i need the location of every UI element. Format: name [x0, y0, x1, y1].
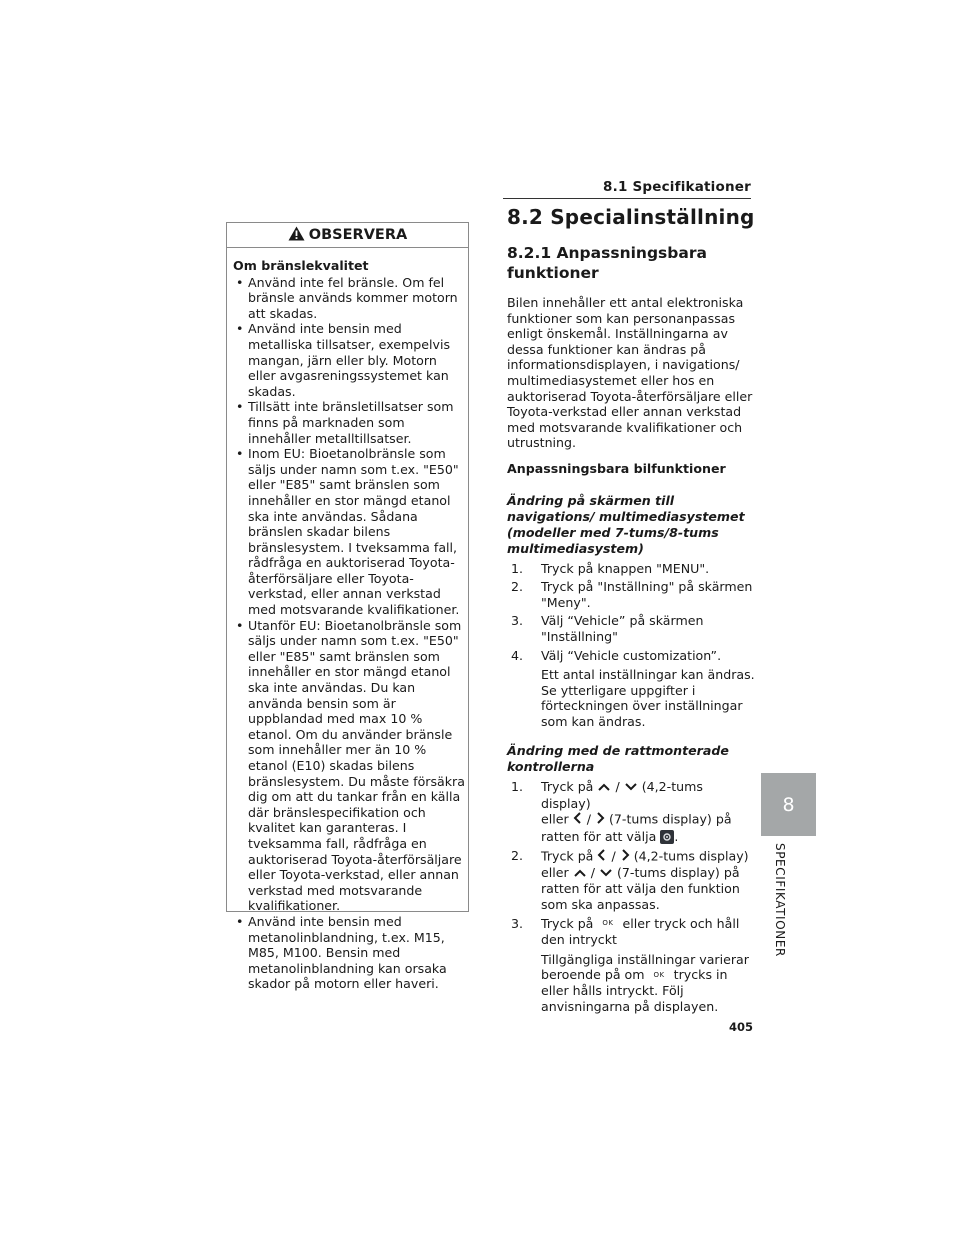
step-number: 4.	[511, 647, 524, 663]
chapter-label: SPECIFIKATIONER	[773, 843, 787, 957]
slash: /	[611, 847, 616, 863]
chevron-left-icon	[597, 848, 607, 866]
page-number: 405	[729, 1020, 754, 1034]
subsection-heading: 8.2.1 Anpassningsbara funktioner	[507, 244, 707, 282]
step-text-part: (4,2-tums display)	[633, 847, 749, 863]
slash: /	[590, 865, 595, 881]
step-item	[507, 648, 755, 730]
step-text-part: eller tryck och håll den intryckt	[541, 915, 740, 947]
step-continuation	[526, 952, 755, 1015]
warning-item: • Använd inte bensin med metalliska tillsatser, exempelvis mangan, järn eller bly. Motorn eller avgasreningssystemet kan skadas.	[233, 321, 468, 399]
step-text-part: Tryck på	[541, 915, 594, 931]
step-text: Välj “Vehicle customization”.	[541, 647, 722, 663]
step-text-part: (7-tums display) på	[608, 811, 732, 827]
step-item	[507, 613, 755, 644]
step-number: 3.	[511, 915, 524, 931]
step-number: 3.	[511, 613, 524, 629]
step-text-part: Tryck på	[541, 847, 594, 863]
step-text-part: ratten för att välja	[541, 828, 657, 844]
slash: /	[615, 779, 620, 795]
chapter-tab[interactable]: 8	[761, 773, 816, 836]
section-heading: 8.2 Specialinställning	[507, 205, 755, 229]
chevron-up-icon	[573, 866, 587, 882]
intro-paragraph: Bilen innehåller ett antal elektroniska funktioner som kan personanpassas enligt önskemål. Inställningarna av dessa funktioner kan ändras på informationsdisplayen, i navigations/ multimediasystemet eller hos en auktoriserad Toyota-återförsäljare eller Toyota-verkstad eller annan verkstad med motsvarande kvalifikationer och utrustning.	[507, 295, 753, 451]
chevron-left-icon	[573, 811, 583, 829]
ok-button-icon: OK	[653, 970, 665, 979]
step-number: 1.	[511, 779, 524, 795]
step-text	[526, 848, 755, 913]
warning-triangle-icon	[288, 226, 305, 245]
main-column	[507, 205, 755, 1029]
warning-list	[233, 275, 468, 992]
step-item	[507, 848, 755, 913]
warning-item: • Utanför EU: Bioetanolbränsle som säljs under namn som t.ex. "E50" eller "E85" samt bränslen som innehåller en stor mängd etanol ska inte användas. Du kan använda bensin som är uppblandad med max 10 % etanol. Om du använder bränsle som innehåller mer än 10 % etanol (E10) skadas bilens bränslesystem. Du måste försäkra dig om att du tankar från en källa där bränslespecifikation och kvalitet kan garanteras. I tveksamma fall, rådfråga en auktoriserad Toyota-återförsäljare eller Toyota-verkstad, eller annan verkstad med motsvarande kvalifikationer.	[233, 618, 468, 914]
steps-multimedia	[507, 561, 755, 730]
step-text-part: Tryck på	[541, 779, 594, 795]
step-text: Välj “Vehicle” på skärmen "Inställning"	[541, 613, 704, 644]
step-number: 1.	[511, 560, 524, 576]
procedure-heading-steering: Ändring med de rattmonterade kontrollerna	[507, 743, 729, 775]
step-item	[507, 561, 755, 577]
step-continuation: Ett antal inställningar kan ändras. Se ytterligare uppgifter i förteckningen över inställningar som kan ändras.	[541, 667, 755, 729]
step-text	[526, 916, 755, 948]
step-item	[507, 916, 755, 1015]
chevron-right-icon	[620, 848, 630, 866]
slash: /	[586, 811, 591, 827]
step-item	[507, 579, 755, 610]
warning-item: • Använd inte fel bränsle. Om fel bränsle används kommer motorn att skadas.	[233, 275, 468, 322]
warning-subheading: Om bränslekvalitet	[233, 258, 369, 273]
step-text-part: eller	[541, 811, 569, 827]
chevron-right-icon	[595, 811, 605, 829]
step-text: Tryck på "Inställning" på skärmen "Meny".	[541, 579, 753, 610]
warning-item: • Tillsätt inte bränsletillsatser som finns på marknaden som innehåller metalltillsatser.	[233, 399, 468, 446]
step-text: Tryck på knappen "MENU".	[541, 560, 710, 576]
warning-body	[227, 248, 468, 992]
step-number: 2.	[511, 847, 524, 863]
warning-item: • Använd inte bensin med metanolinblandning, t.ex. M15, M85, M100. Bensin med metanolinblandning kan orsaka skador på motorn eller haveri.	[233, 914, 468, 992]
settings-gear-icon	[660, 830, 674, 844]
warning-item: • Inom EU: Bioetanolbränsle som säljs under namn som t.ex. "E50" eller "E85" samt bränslen som innehåller en stor mängd etanol ska inte användas. Sådana bränslen skadar bilens bränslesystem. I tveksamma fall, rådfråga en auktoriserad Toyota-återförsäljare eller Toyota-verkstad, eller annan verkstad med motsvarande kvalifikationer.	[233, 446, 468, 618]
step-text: Tryck på / (4,2-tums display) eller / (7-tums display) på ratten för att välja .	[541, 779, 732, 844]
chevron-down-icon	[599, 866, 613, 882]
chevron-down-icon	[624, 780, 638, 796]
step-text-part: (4,2-tums display)	[541, 779, 703, 811]
step-number: 2.	[511, 579, 524, 595]
warning-title: OBSERVERA	[308, 227, 408, 243]
chevron-up-icon	[597, 780, 611, 796]
step-text-part: trycks in eller hålls intryckt. Följ anvisningarna på displayen.	[541, 967, 728, 1014]
warning-header	[227, 223, 468, 248]
warning-box	[226, 222, 469, 992]
procedure-heading-multimedia: Ändring på skärmen till navigations/ multimediasystemet (modeller med 7-tums/8-tums multimediasystem)	[507, 492, 745, 556]
ok-button-icon: OK	[602, 919, 614, 928]
running-header: 8.1 Specifikationer	[603, 179, 751, 195]
steps-steering	[507, 779, 755, 1014]
step-text-part: (7-tums display) på ratten för att välja den funktion som ska anpassas.	[541, 865, 740, 913]
step-text-part: eller	[541, 865, 569, 881]
bold-label: Anpassningsbara bilfunktioner	[507, 460, 726, 476]
header-divider	[503, 198, 751, 199]
step-text-part: Tillgängliga inställningar varierar beroende på om	[541, 951, 749, 983]
step-item	[507, 779, 755, 844]
